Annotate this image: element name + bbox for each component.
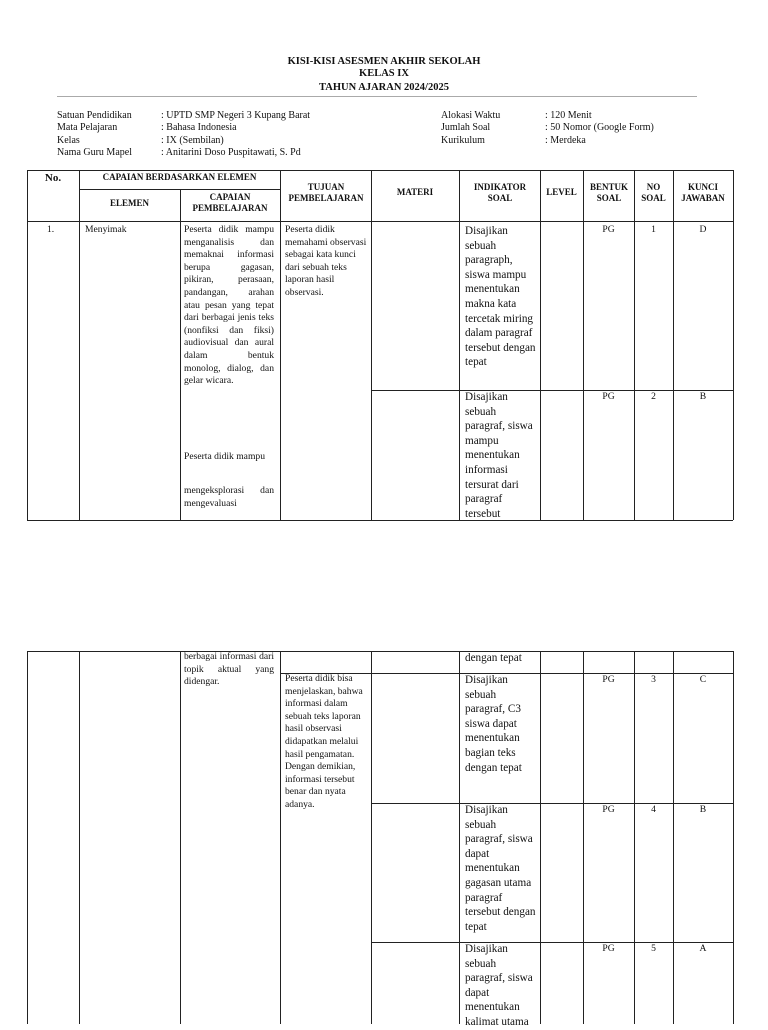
info-right-labels bbox=[441, 110, 500, 147]
info-value: : 120 Menit bbox=[545, 110, 592, 121]
no-soal: 4 bbox=[651, 804, 656, 815]
row-number: 1. bbox=[47, 224, 55, 235]
table-line bbox=[27, 221, 733, 222]
capaian-text-3: mengeksplorasi dan mengevaluasi bbox=[184, 485, 274, 509]
info-label: Jumlah Soal bbox=[441, 122, 491, 134]
indikator-text: Disajikan sebuah paragraf, siswa dapat menentukan gagasan utama paragraf tersebut dengan tepat bbox=[465, 804, 536, 933]
bentuk-soal: PG bbox=[602, 391, 615, 402]
info-value: : Bahasa Indonesia bbox=[161, 122, 237, 134]
title-divider bbox=[57, 96, 697, 97]
info-label: Kelas bbox=[57, 134, 80, 146]
header-capaian: CAPAIAN PEMBELAJARAN bbox=[192, 192, 268, 213]
doc-title: KISI-KISI ASESMEN AKHIR SEKOLAH bbox=[287, 56, 481, 67]
tujuan-text: Peserta didik bisa menjelaskan, bahwa informasi dalam sebuah teks laporan hasil observasi didapatkan melalui hasil pengamatan. Dengan demikian, informasi tersebut benar dan nyata adanya. bbox=[285, 673, 363, 810]
info-value: : 50 Nomor (Google Form) bbox=[545, 122, 654, 134]
info-value: : Merdeka bbox=[545, 134, 586, 146]
bentuk-soal: PG bbox=[602, 674, 615, 685]
header-level: LEVEL bbox=[546, 187, 577, 197]
info-label: Nama Guru Mapel bbox=[57, 146, 132, 158]
header-elemen: ELEMEN bbox=[109, 198, 149, 208]
info-left-labels bbox=[57, 110, 132, 159]
no-soal: 2 bbox=[651, 391, 656, 402]
info-value: : Anitarini Doso Puspitawati, S. Pd bbox=[161, 146, 301, 158]
capaian-text: Peserta didik mampu menganalisis dan memaknai informasi berupa gagasan, pikiran, perasaan, pandangan, arahan atau pesan yang tepat dari berbagai jenis teks (nonfiksi dan fiksi) audiovisual dan aural dalam bentuk monolog, dialog, dan gelar wicara. bbox=[184, 224, 274, 387]
info-label: Alokasi Waktu bbox=[441, 110, 501, 121]
header-bentuk: BENTUK SOAL bbox=[589, 182, 628, 203]
kunci-jawaban: A bbox=[699, 943, 707, 954]
info-value: : UPTD SMP Negeri 3 Kupang Barat bbox=[161, 110, 311, 121]
info-label: Kurikulum bbox=[441, 134, 485, 146]
info-label: Mata Pelajaran bbox=[57, 122, 118, 134]
capaian-text-cont: berbagai informasi dari topik aktual yang didengar. bbox=[184, 651, 274, 688]
doc-class: KELAS IX bbox=[359, 68, 409, 79]
indikator-text: Disajikan sebuah paragraf, C3 siswa dapat menentukan bagian teks dengan tepat bbox=[465, 674, 522, 774]
no-soal: 3 bbox=[651, 674, 656, 685]
table-line bbox=[27, 520, 733, 521]
table-line bbox=[27, 170, 733, 171]
header-kunci: KUNCI JAWABAN bbox=[681, 182, 725, 203]
no-soal: 5 bbox=[651, 943, 656, 954]
info-right-values bbox=[545, 110, 654, 147]
doc-year: TAHUN AJARAN 2024/2025 bbox=[319, 82, 449, 93]
indikator-text: Disajikan sebuah paragraf, siswa dapat menentukan kalimat utama bbox=[465, 943, 533, 1028]
kunci-jawaban: B bbox=[699, 391, 707, 402]
header-tujuan: TUJUAN PEMBELAJARAN bbox=[288, 182, 364, 203]
kunci-jawaban: C bbox=[699, 674, 707, 685]
indikator-text-cont: dengan tepat bbox=[465, 652, 522, 664]
info-label: Satuan Pendidikan bbox=[57, 110, 132, 121]
header-no-soal: NO SOAL bbox=[641, 182, 666, 203]
header-capaian-group: CAPAIAN BERDASARKAN ELEMEN bbox=[102, 172, 257, 182]
info-left-values bbox=[161, 110, 310, 159]
bentuk-soal: PG bbox=[602, 943, 615, 954]
bentuk-soal: PG bbox=[602, 224, 615, 235]
elemen-cell: Menyimak bbox=[85, 224, 127, 235]
header-no: No. bbox=[44, 172, 62, 184]
info-value: : IX (Sembilan) bbox=[161, 134, 224, 146]
bentuk-soal: PG bbox=[602, 804, 615, 815]
header-materi: MATERI bbox=[396, 187, 434, 197]
indikator-text: Disajikan sebuah paragraph, siswa mampu menentukan makna kata tercetak miring dalam paragraf tersebut dengan tepat bbox=[465, 225, 536, 369]
capaian-text-2: Peserta didik mampu bbox=[184, 451, 265, 462]
indikator-text: Disajikan sebuah paragraf, siswa mampu menentukan informasi tersurat dari paragraf tersebut bbox=[465, 391, 533, 520]
tujuan-text: Peserta didik memahami observasi sebagai kata kunci dari sebuah teks laporan hasil observasi. bbox=[285, 224, 367, 298]
kunci-jawaban: D bbox=[699, 224, 707, 235]
kunci-jawaban: B bbox=[699, 804, 707, 815]
no-soal: 1 bbox=[651, 224, 656, 235]
header-indikator: INDIKATOR SOAL bbox=[473, 182, 527, 203]
